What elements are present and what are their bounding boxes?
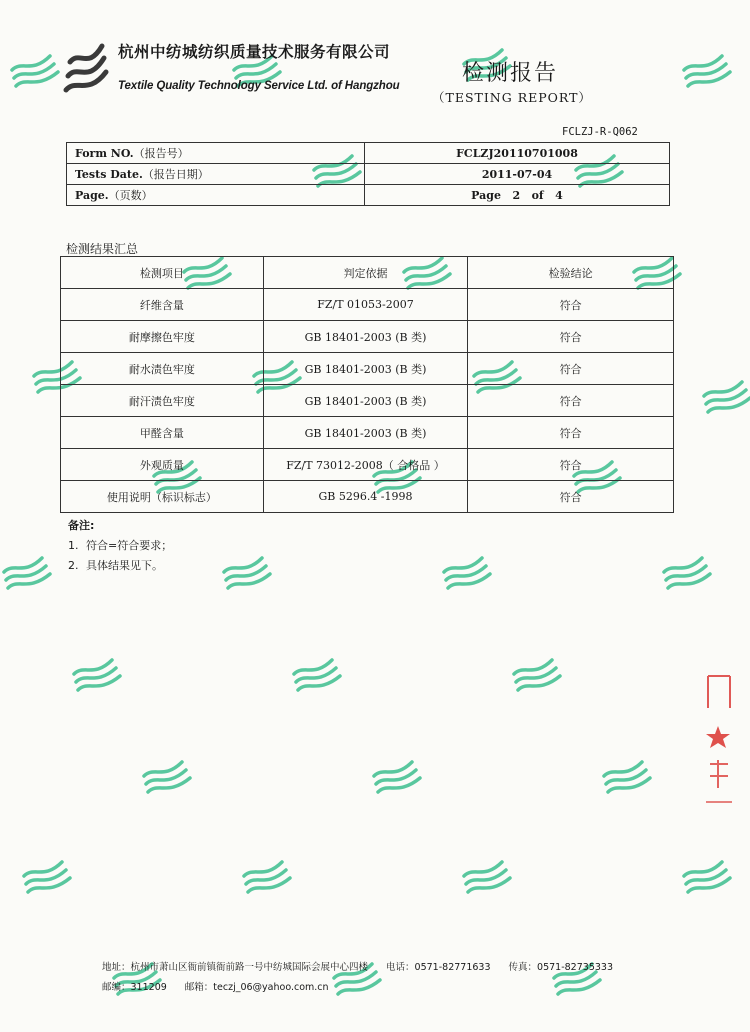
meta-label-en: Page. xyxy=(75,189,109,202)
report-title-cn: 检测报告 xyxy=(462,61,559,86)
meta-label xyxy=(67,164,365,185)
green-wave-watermark-icon xyxy=(0,552,54,592)
report-meta-table xyxy=(66,142,670,206)
test-item: 耐汗渍色牢度 xyxy=(61,385,264,417)
meta-label-cn: （页数） xyxy=(108,189,153,202)
green-wave-watermark-icon xyxy=(600,756,654,796)
test-item: 使用说明（标识标志） xyxy=(61,481,264,513)
fax: 0571-82735333 xyxy=(537,962,613,973)
meta-label-en: Form NO. xyxy=(75,147,134,160)
test-standard: GB 18401-2003 (B 类) xyxy=(263,417,468,449)
company-logo-icon xyxy=(62,32,112,100)
notes-title: 备注: xyxy=(68,519,95,532)
test-standard: GB 5296.4 -1998 xyxy=(263,481,468,513)
test-standard: FZ/T 73012-2008（ 合格品 ） xyxy=(263,449,468,481)
footer-line-1 xyxy=(102,958,613,978)
email: teczj_06@yahoo.com.cn xyxy=(213,982,329,993)
green-wave-watermark-icon xyxy=(220,552,274,592)
table-header-row xyxy=(61,257,674,289)
test-conclusion: 符合 xyxy=(468,353,674,385)
meta-label-en: Tests Date. xyxy=(75,168,143,181)
postcode: 311209 xyxy=(130,982,167,993)
test-conclusion: 符合 xyxy=(468,385,674,417)
company-name-en: Textile Quality Technology Service Ltd. of Hangzhou xyxy=(118,80,400,92)
form-code: FCLZJ-R-Q062 xyxy=(562,126,638,138)
summary-section-title: 检测结果汇总 xyxy=(66,242,139,256)
meta-row xyxy=(67,143,670,164)
test-conclusion: 符合 xyxy=(468,449,674,481)
green-wave-watermark-icon xyxy=(510,654,564,694)
green-wave-watermark-icon xyxy=(8,50,62,90)
test-item: 耐摩擦色牢度 xyxy=(61,321,264,353)
column-header: 检测项目 xyxy=(61,257,264,289)
meta-label-cn: （报告日期） xyxy=(142,168,209,181)
meta-value: Page 2 of 4 xyxy=(365,185,670,206)
email-label: 邮箱： xyxy=(184,982,214,993)
green-wave-watermark-icon xyxy=(240,856,294,896)
note-number: 2. xyxy=(68,559,79,572)
meta-row xyxy=(67,185,670,206)
column-header: 检验结论 xyxy=(468,257,674,289)
green-wave-watermark-icon xyxy=(460,856,514,896)
test-item: 外观质量 xyxy=(61,449,264,481)
test-standard: GB 18401-2003 (B 类) xyxy=(263,385,468,417)
phone-label: 电话： xyxy=(386,962,415,973)
postcode-label: 邮编： xyxy=(102,982,131,993)
green-wave-watermark-icon xyxy=(680,50,734,90)
test-conclusion: 符合 xyxy=(468,289,674,321)
table-row xyxy=(61,449,674,481)
table-row xyxy=(61,417,674,449)
table-row xyxy=(61,353,674,385)
test-conclusion: 符合 xyxy=(468,481,674,513)
report-title-en: （TESTING REPORT） xyxy=(432,90,592,105)
page-footer xyxy=(102,958,613,998)
note-item xyxy=(68,536,172,556)
note-text: 具体结果见下。 xyxy=(86,559,163,572)
address-label: 地址： xyxy=(102,962,131,973)
footer-line-2 xyxy=(102,978,613,998)
test-item: 纤维含量 xyxy=(61,289,264,321)
table-row xyxy=(61,385,674,417)
note-item xyxy=(68,556,172,576)
note-number: 1. xyxy=(68,539,79,552)
test-standard: FZ/T 01053-2007 xyxy=(263,289,468,321)
green-wave-watermark-icon xyxy=(440,552,494,592)
red-seal-stamp-icon xyxy=(704,668,734,808)
summary-table xyxy=(60,256,674,513)
test-conclusion: 符合 xyxy=(468,321,674,353)
green-wave-watermark-icon xyxy=(370,756,424,796)
meta-value: 2011-07-04 xyxy=(365,164,670,185)
test-standard: GB 18401-2003 (B 类) xyxy=(263,353,468,385)
meta-label xyxy=(67,143,365,164)
test-standard: GB 18401-2003 (B 类) xyxy=(263,321,468,353)
test-conclusion: 符合 xyxy=(468,417,674,449)
green-wave-watermark-icon xyxy=(70,654,124,694)
company-name-cn: 杭州中纺城纺织质量技术服务有限公司 xyxy=(118,43,391,61)
column-header: 判定依据 xyxy=(263,257,468,289)
green-wave-watermark-icon xyxy=(140,756,194,796)
notes-section xyxy=(68,516,172,576)
address: 杭州市萧山区衙前镇衙前路一号中纺城国际会展中心四楼 xyxy=(130,962,369,973)
green-wave-watermark-icon xyxy=(680,856,734,896)
test-item: 甲醛含量 xyxy=(61,417,264,449)
table-row xyxy=(61,321,674,353)
phone: 0571-82771633 xyxy=(414,962,491,973)
green-wave-watermark-icon xyxy=(20,856,74,896)
meta-label-cn: （报告号） xyxy=(133,147,189,160)
green-wave-watermark-icon xyxy=(290,654,344,694)
test-item: 耐水渍色牢度 xyxy=(61,353,264,385)
fax-label: 传真： xyxy=(508,962,538,973)
meta-label xyxy=(67,185,365,206)
note-text: 符合=符合要求； xyxy=(86,539,173,552)
meta-row xyxy=(67,164,670,185)
green-wave-watermark-icon xyxy=(660,552,714,592)
meta-value: FCLZJ20110701008 xyxy=(365,143,670,164)
green-wave-watermark-icon xyxy=(700,376,750,416)
table-row xyxy=(61,481,674,513)
table-row xyxy=(61,289,674,321)
